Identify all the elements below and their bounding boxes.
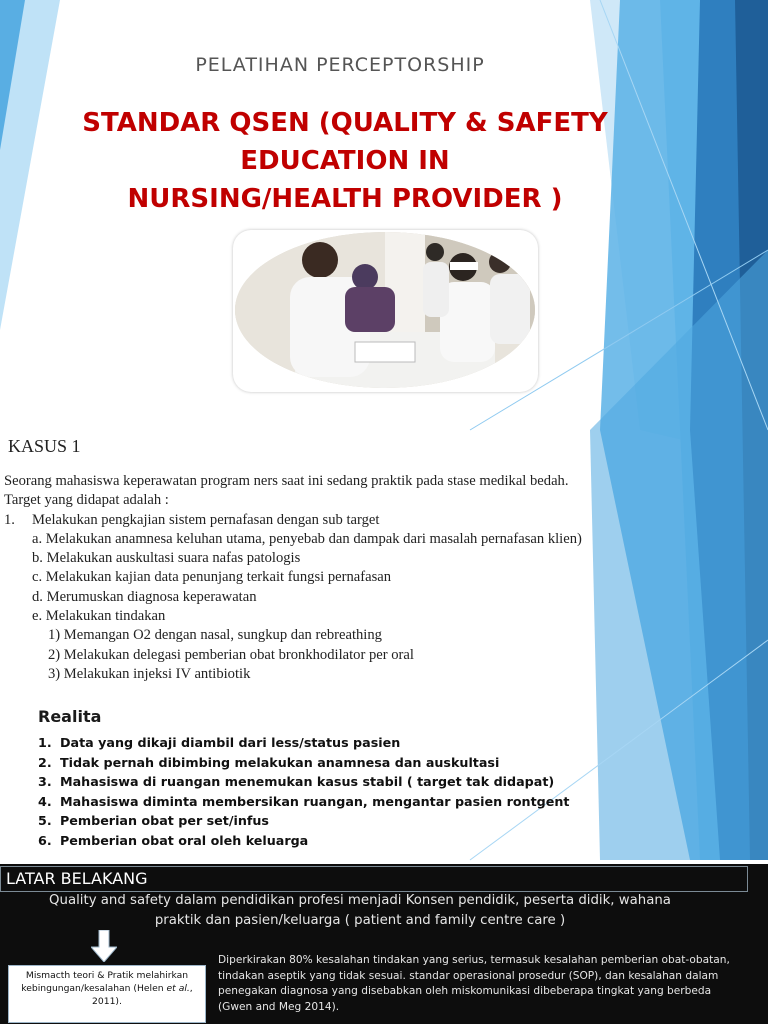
case-item-number: 1.: [4, 511, 15, 528]
latar-heading: LATAR BELAKANG: [6, 869, 148, 888]
list-item: [38, 811, 569, 831]
case-title: KASUS 1: [8, 436, 81, 456]
case-sub-sub-item: 2) Melakukan delegasi pemberian obat bronkhodilator per oral: [48, 646, 414, 663]
case-sub-item: c. Melakukan kajian data penunjang terkait fungsi pernafasan: [32, 569, 392, 586]
case-sub-item: d. Merumuskan diagnosa keperawatan: [32, 588, 257, 605]
list-item-text: Mahasiswa di ruangan menemukan kasus stabil ( target tak didapat): [60, 774, 555, 790]
list-item-text: Mahasiswa diminta membersikan ruangan, mengantar pasien rontgent: [60, 793, 570, 809]
case-sub-item: b. Melakukan auskultasi suara nafas patologis: [32, 550, 301, 567]
quality-statement: [10, 891, 710, 931]
title-line-2: EDUCATION IN: [240, 146, 450, 176]
list-item-text: Pemberian obat oral oleh keluarga: [60, 832, 309, 848]
photo-frame: [233, 230, 538, 392]
list-item: [38, 733, 569, 753]
realita-list: [38, 733, 569, 851]
nursing-students-photo: [235, 232, 535, 388]
case-sub-sub-item: 3) Melakukan injeksi IV antibiotik: [48, 665, 251, 682]
list-item-number: 1.: [38, 735, 52, 750]
list-item-text: Data yang dikaji diambil dari less/status pasien: [60, 735, 401, 750]
realita-title: Realita: [38, 707, 102, 726]
list-item: [38, 831, 569, 851]
quality-line-2: praktik dan pasien/keluarga ( patient and family centre care ): [154, 913, 566, 928]
case-sub-item: e. Melakukan tindakan: [32, 608, 166, 625]
subtitle: PELATIHAN PERCEPTORSHIP: [195, 54, 485, 76]
list-item-number: 6.: [38, 832, 52, 848]
estimate-paragraph: Diperkirakan 80% kesalahan tindakan yang serius, termasuk kesalahan pemberian obat-obatan, tindakan aseptik yang tidak sesuai. standar operasional prosedur (SOP), dan kesalahan dalam penegakan diagnosa yang disebabkan oleh miskomunikasi dibeberapa tingkat yang berbeda (Gwen and Meg 2014).: [218, 954, 730, 1013]
case-intro: Seorang mahasiswa keperawatan program ners saat ini sedang praktik pada stase medikal bedah.: [4, 473, 569, 489]
case-item-1: [4, 511, 684, 530]
mismatch-box: [8, 965, 206, 1023]
down-arrow-icon: [91, 930, 117, 962]
title-line-1: STANDAR QSEN (QUALITY & SAFETY: [82, 108, 608, 138]
list-item-number: 3.: [38, 774, 52, 790]
slide-title: [60, 104, 630, 218]
photo-illustration: [235, 232, 535, 388]
mismatch-text: Mismacth teori & Pratik melahirkan kebingungan/kesalahan (Helen: [21, 970, 189, 994]
list-item: [38, 753, 569, 773]
case-sub-item: a. Melakukan anamnesa keluhan utama, penyebab dan dampak dari masalah pernafasan klien): [32, 530, 582, 547]
list-item-number: 5.: [38, 813, 52, 829]
case-target-label: Target yang didapat adalah :: [4, 492, 169, 509]
title-line-3: NURSING/HEALTH PROVIDER ): [127, 184, 563, 214]
case-item-text: Melakukan pengkajian sistem pernafasan dengan sub target: [32, 511, 380, 528]
list-item-number: 2.: [38, 754, 52, 770]
quality-line-1: Quality and safety dalam pendidikan profesi menjadi Konsen pendidik, peserta didik, wahana: [49, 893, 671, 908]
case-sub-sub-item: 1) Memangan O2 dengan nasal, sungkup dan rebreathing: [48, 627, 382, 644]
list-item: [38, 792, 569, 812]
mismatch-et-al: et al.: [166, 983, 190, 994]
list-item-text: Tidak pernah dibimbing melakukan anamnesa dan auskultasi: [60, 754, 500, 770]
list-item: [38, 772, 569, 792]
case-body: [4, 472, 684, 684]
list-item-number: 4.: [38, 793, 52, 809]
list-item-text: Pemberian obat per set/infus: [60, 813, 269, 829]
realita-section: [38, 707, 569, 851]
mismatch-year: , 2011).: [92, 983, 193, 1007]
